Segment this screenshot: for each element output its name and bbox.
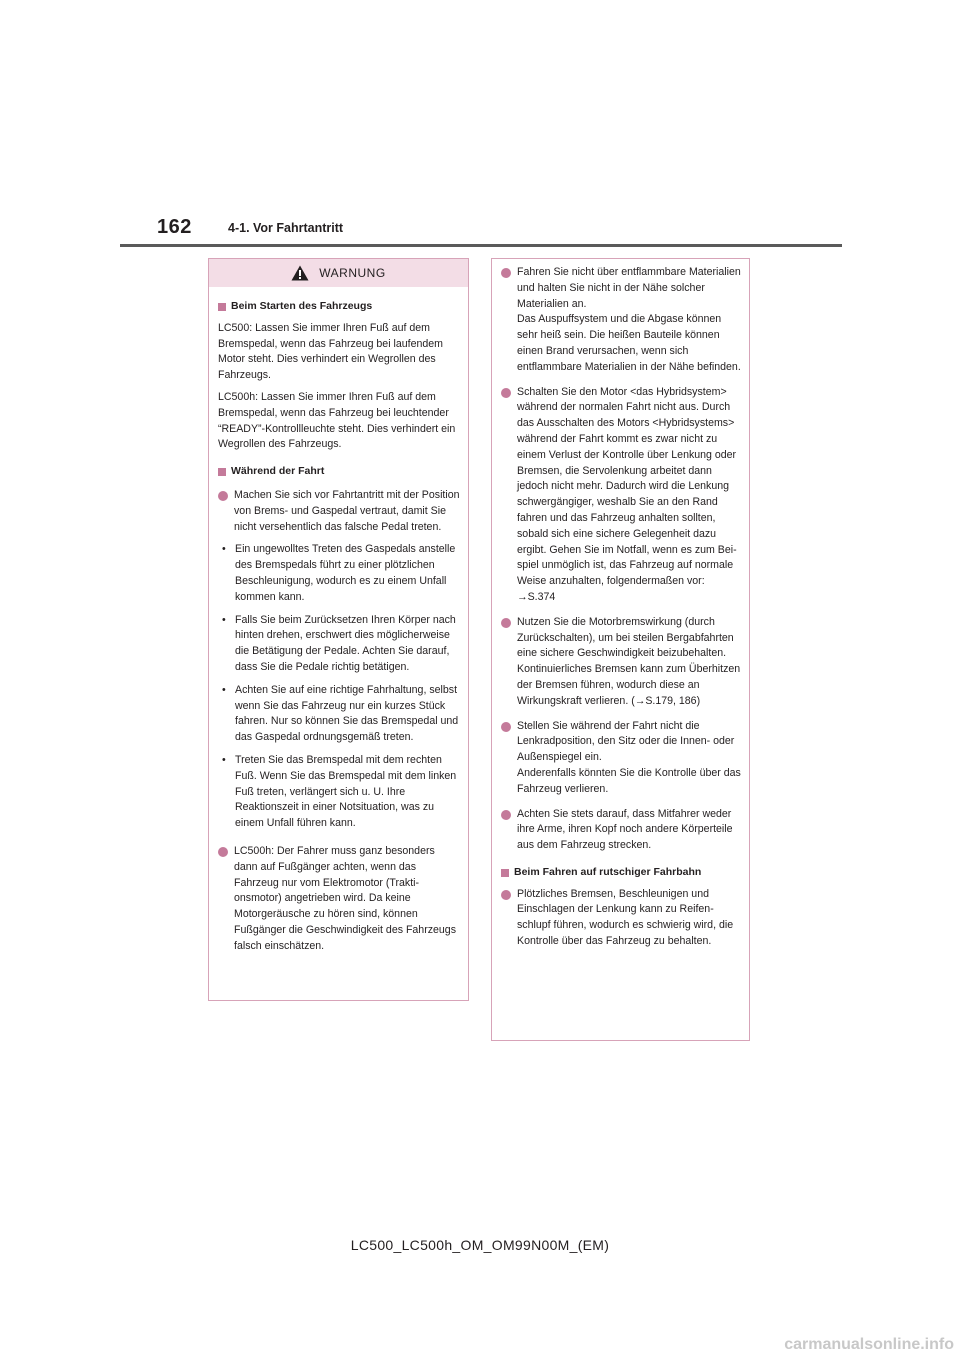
warning-box-left xyxy=(208,258,469,1001)
round-bullet-icon xyxy=(501,268,511,278)
sub-list-item: • Achten Sie auf eine richtige Fahrhaltung, selbst wenn Sie das Fahrzeug nur ein kurzes Stück fahren. Nur so können Sie das Bremspedal und das Gaspedal ordnungsgemäß treten. xyxy=(222,683,459,744)
round-bullet-icon xyxy=(501,388,511,398)
list-item: Stellen Sie während der Fahrt nicht die Lenkradposition, den Sitz oder die Innen- oder Außenspiegel ein. Anderenfalls könnten Sie die Kontrolle über das Fahrzeug verlieren. xyxy=(501,719,741,798)
round-bullet-icon xyxy=(501,890,511,900)
sub-list-item: • Ein ungewolltes Treten des Gaspedals anstelle des Bremspedals führt zu einer plötzlichen Beschleunigung, wodurch es zu einem Unfall kommen kann. xyxy=(222,543,456,603)
round-bullet-icon xyxy=(218,847,228,857)
section-title: 4-1. Vor Fahrtantritt xyxy=(228,221,344,235)
square-bullet-icon xyxy=(218,468,226,476)
round-bullet-icon xyxy=(501,722,511,732)
list-item: Achten Sie stets darauf, dass Mitfahrer weder ihre Arme, ihren Kopf noch andere Körperteile aus dem Fahrzeug strecken. xyxy=(501,807,741,854)
sub-list-item: • Treten Sie das Bremspedal mit dem rechten Fuß. Wenn Sie das Bremspedal mit dem linken Fuß treten, verlängert sich u. U. Ihre Reaktionszeit in einer Notsituation, was zu einem Unfall führen kann. xyxy=(222,753,457,830)
square-bullet-icon xyxy=(501,869,509,877)
list-item: Plötzliches Bremsen, Beschleunigen und Einschlagen der Lenkung kann zu Reifenschlupf führen, wodurch es schwierig wird, die Kontrolle über das Fahrzeug zu behalten. xyxy=(501,887,741,950)
heading-driving: Während der Fahrt xyxy=(218,464,460,480)
warning-header xyxy=(209,259,468,287)
header-rule xyxy=(120,244,842,247)
list-item: Schalten Sie den Motor <das Hybridsystem> während der normalen Fahrt nicht aus. Durch das Ausschalten des Motors <Hybridsystems> während der Fahrt kommt es zwar nicht zu einem Verlust der Kontrolle über Lenkung oder Bremsen, die Servolenkung arbeitet dann jedoch nicht mehr. Dadurch wird die Lenkung schwergängiger, weshalb Sie an den Rand fahren und das Fahrzeug anhalten sollten, sobald sich eine sichere Gelegenheit dazu ergibt. Gehen Sie im Notfall, wenn es zum Beispiel unmöglich ist, das Fahrzeug auf normale Weise anzuhalten, folgendermaßen vor: →S.374 xyxy=(501,385,741,606)
round-bullet-icon xyxy=(218,491,228,501)
page-number: 162 xyxy=(157,216,192,238)
list-item: Fahren Sie nicht über entflammbare Materialien und halten Sie nicht in der Nähe solcher Materialien an. Das Auspuffsystem und die Abgase können sehr heiß sein. Die heißen Bauteile können einen Brand verursachen, wenn sich entflammbare Materialien in der Nähe befinden. xyxy=(501,265,741,376)
paragraph-lc500: LC500: Lassen Sie immer Ihren Fuß auf dem Bremspedal, wenn das Fahrzeug bei laufendem Motor steht. Dies verhindert ein Wegrollen des Fahrzeugs. xyxy=(218,321,443,382)
heading-start: Beim Starten des Fahrzeugs xyxy=(218,299,460,315)
warning-box-right xyxy=(491,258,750,1041)
square-bullet-icon xyxy=(218,303,226,311)
watermark: carmanualsonline.info xyxy=(784,1336,954,1353)
list-item: LC500h: Der Fahrer muss ganz besonders dann auf Fußgänger achten, wenn das Fahrzeug nur vom Elektromotor (Traktionsmotor) angetrieben wird. Da keine Motorgeräusche zu hören sind, können Fußgänger die Geschwindigkeit des Fahrzeugs falsch einschätzen. xyxy=(218,844,460,955)
manual-code: LC500_LC500h_OM_OM99N00M_(EM) xyxy=(350,1237,610,1253)
heading-slippery-road: Beim Fahren auf rutschiger Fahrbahn xyxy=(501,865,741,881)
list-item: Nutzen Sie die Motorbremswirkung (durch Zurückschalten), um bei steilen Bergabfahrten eine sichere Geschwindigkeit beizubehalten. Kontinuierliches Bremsen kann zum Überhitzen der Bremsen führen, wodurch diese an Wirkungskraft verlieren. (→S.179, 186) xyxy=(501,615,741,710)
warning-label: WARNUNG xyxy=(319,266,386,280)
list-item: Machen Sie sich vor Fahrtantritt mit der Position von Brems- und Gaspedal vertraut, damit Sie nicht versehentlich das falsche Pedal treten. xyxy=(218,488,460,535)
sub-list-item: • Falls Sie beim Zurücksetzen Ihren Körper nach hinten drehen, erschwert dies möglicherweise die Betätigung der Pedale. Achten Sie darauf, dass Sie die Pedale richtig betätigen. xyxy=(222,613,456,673)
round-bullet-icon xyxy=(501,618,511,628)
round-bullet-icon xyxy=(501,810,511,820)
warning-triangle-icon xyxy=(291,265,309,281)
paragraph-lc500h: LC500h: Lassen Sie immer Ihren Fuß auf dem Bremspedal, wenn das Fahrzeug bei leuchtender “READY”-Kontrollleuchte steht. Dies verhindert ein Wegrollen des Fahrzeugs. xyxy=(218,390,456,451)
